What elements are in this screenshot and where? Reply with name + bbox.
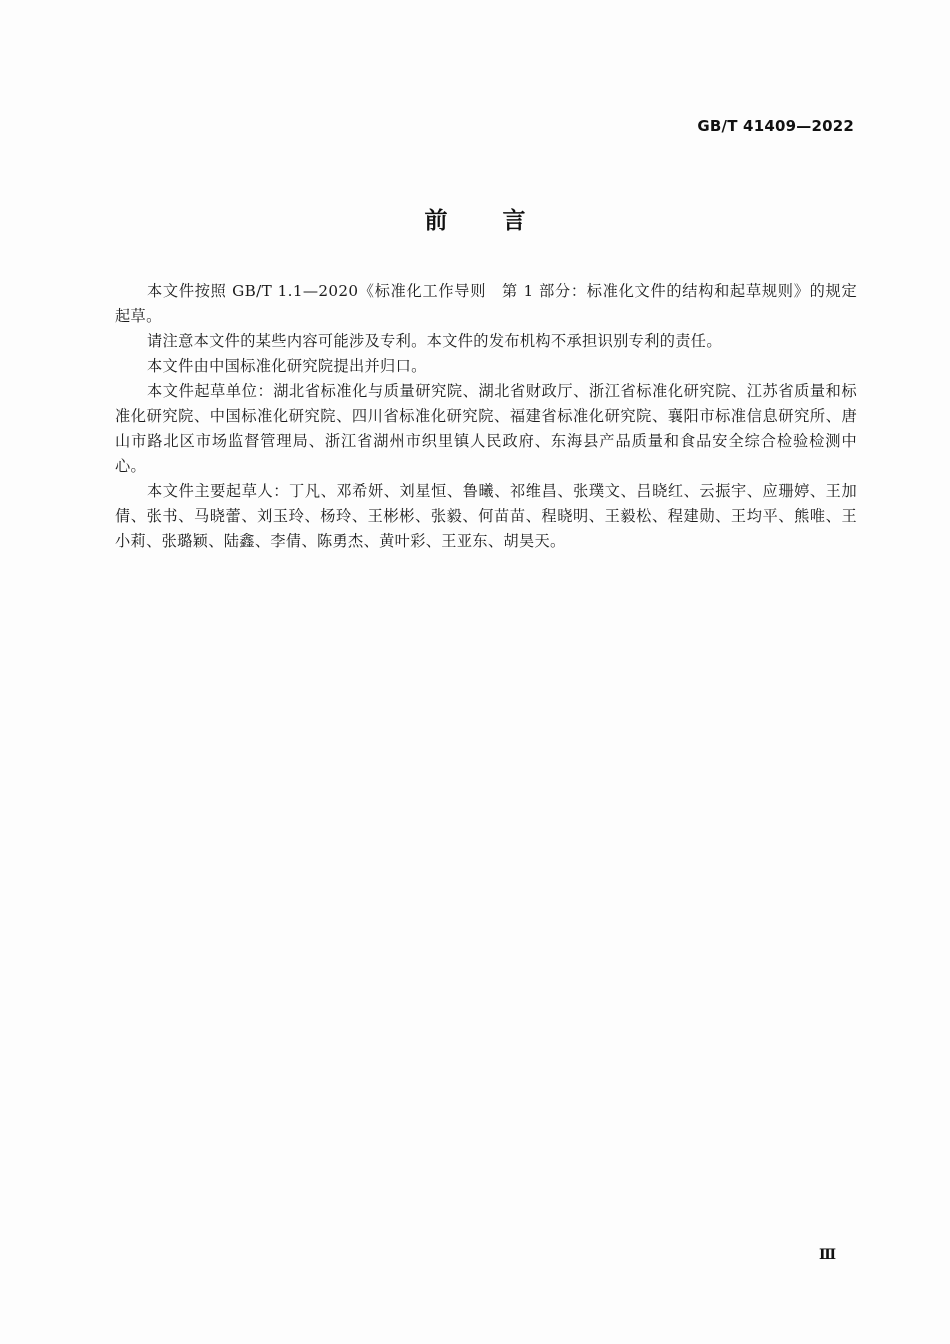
- standard-number: GB/T 41409—2022: [697, 117, 854, 135]
- paragraph-drafters: 本文件主要起草人：丁凡、邓希妍、刘星恒、鲁曦、祁维昌、张璞文、吕晓红、云振宇、应珊婷、王加倩、张书、马晓蕾、刘玉玲、杨玲、王彬彬、张毅、何苗苗、程晓明、王毅松、程建勋、王均平、熊唯、王小莉、张璐颖、陆鑫、李倩、陈勇杰、黄叶彩、王亚东、胡昊天。: [115, 482, 857, 550]
- paragraph-drafting-units: 本文件起草单位：湖北省标准化与质量研究院、湖北省财政厅、浙江省标准化研究院、江苏省质量和标准化研究院、中国标准化研究院、四川省标准化研究院、福建省标准化研究院、襄阳市标准信息研究所、唐山市路北区市场监督管理局、浙江省湖州市织里镇人民政府、东海县产品质量和食品安全综合检验检测中心。: [115, 382, 857, 475]
- title-char-2: 言: [502, 208, 526, 234]
- paragraph-proposer: 本文件由中国标准化研究院提出并归口。: [147, 357, 427, 375]
- paragraph-drafting-rules: 本文件按照 GB/T 1.1—2020《标准化工作导则 第 1 部分：标准化文件的结构和起草规则》的规定起草。: [115, 282, 857, 325]
- page-title: [0, 202, 950, 235]
- title-char-1: 前: [424, 208, 448, 234]
- paragraph-patent-notice: 请注意本文件的某些内容可能涉及专利。本文件的发布机构不承担识别专利的责任。: [147, 332, 722, 350]
- page-number: Ⅲ: [818, 1247, 836, 1263]
- foreword-body: [115, 279, 857, 554]
